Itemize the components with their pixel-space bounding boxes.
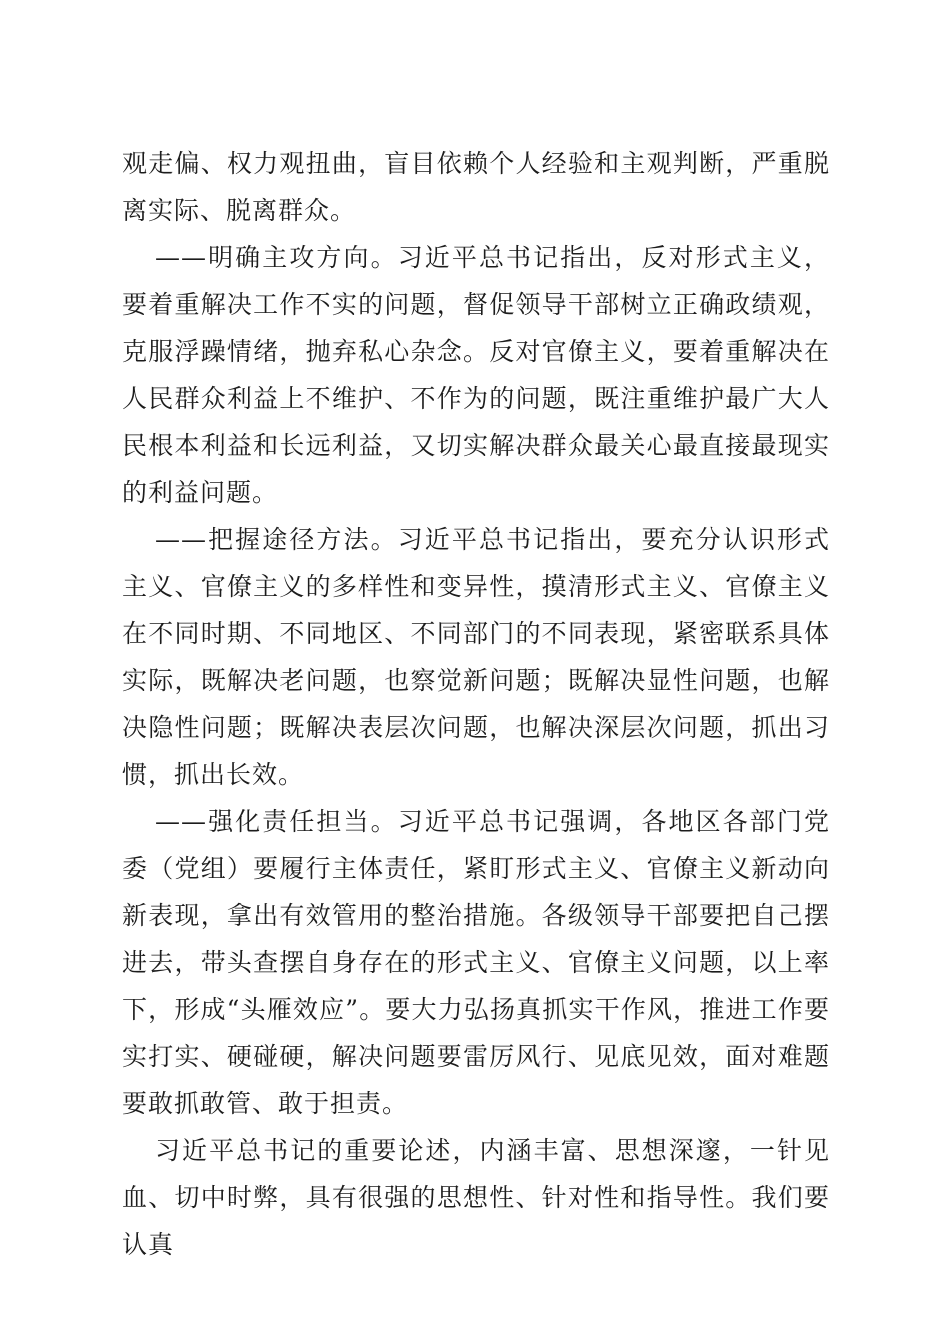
document-body [122, 140, 830, 1268]
paragraph-responsibility: ——强化责任担当。习近平总书记强调，各地区各部门党委（党组）要履行主体责任，紧盯形式主义、官僚主义新动向新表现，拿出有效管用的整治措施。各级领导干部要把自己摆进去，带头查摆自身存在的形式主义、官僚主义问题，以上率下，形成“头雁效应”。要大力弘扬真抓实干作风，推进工作要实打实、硬碰硬，解决问题要雷厉风行、见底见效，面对难题要敢抓敢管、敢于担责。 [122, 807, 830, 1118]
paragraph-continuation: 观走偏、权力观扭曲，盲目依赖个人经验和主观判断，严重脱离实际、脱离群众。 [122, 149, 830, 225]
paragraph-main-direction: ——明确主攻方向。习近平总书记指出，反对形式主义，要着重解决工作不实的问题，督促领导干部树立正确政绩观，克服浮躁情绪，抛弃私心杂念。反对官僚主义，要着重解决在人民群众利益上不维护、不作为的问题，既注重维护最广大人民根本利益和长远利益，又切实解决群众最关心最直接最现实的利益问题。 [122, 243, 830, 507]
paragraph-conclusion: 习近平总书记的重要论述，内涵丰富、思想深邃，一针见血、切中时弊，具有很强的思想性、针对性和指导性。我们要认真 [122, 1136, 830, 1259]
paragraph-methods: ——把握途径方法。习近平总书记指出，要充分认识形式主义、官僚主义的多样性和变异性，摸清形式主义、官僚主义在不同时期、不同地区、不同部门的不同表现，紧密联系具体实际，既解决老问题，也察觉新问题；既解决显性问题，也解决隐性问题；既解决表层次问题，也解决深层次问题，抓出习惯，抓出长效。 [122, 525, 830, 789]
